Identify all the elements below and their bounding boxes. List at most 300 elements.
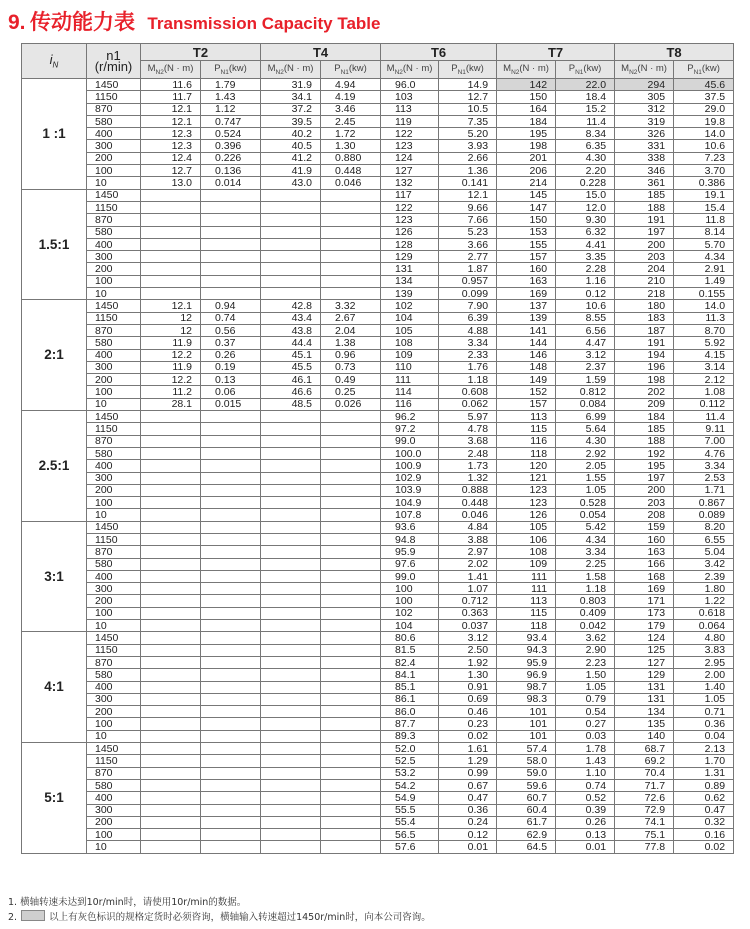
table-row (22, 718, 734, 730)
value-cell (201, 226, 261, 238)
value-cell: 0.49 (321, 374, 381, 386)
value-cell: 2.25 (556, 558, 615, 570)
value-cell: 108 (381, 337, 439, 349)
value-cell (201, 411, 261, 423)
value-cell: 48.5 (261, 398, 321, 410)
value-cell: 202 (615, 386, 674, 398)
value-cell (321, 595, 381, 607)
value-cell: 1.70 (674, 755, 734, 767)
value-cell: 0.042 (556, 620, 615, 632)
speed-cell: 1150 (87, 533, 141, 545)
table-row (22, 595, 734, 607)
value-cell: 7.90 (439, 300, 497, 312)
value-cell: 74.1 (615, 816, 674, 828)
value-cell (321, 472, 381, 484)
speed-cell: 10 (87, 620, 141, 632)
value-cell (321, 620, 381, 632)
value-cell: 59.6 (497, 779, 556, 791)
value-cell: 4.88 (439, 324, 497, 336)
speed-cell: 400 (87, 792, 141, 804)
value-cell: 86.0 (381, 706, 439, 718)
value-cell: 2.39 (674, 570, 734, 582)
title-english: Transmission Capacity Table (147, 14, 381, 33)
value-cell: 54.9 (381, 792, 439, 804)
table-row (22, 386, 734, 398)
value-cell: 185 (615, 423, 674, 435)
value-cell: 1.32 (439, 472, 497, 484)
table-row (22, 103, 734, 115)
value-cell: 5.04 (674, 546, 734, 558)
value-cell: 8.20 (674, 521, 734, 533)
table-row (22, 743, 734, 755)
table-row (22, 140, 734, 152)
value-cell: 1.59 (556, 374, 615, 386)
value-cell: 101 (497, 730, 556, 742)
value-cell: 11.4 (556, 115, 615, 127)
value-cell (141, 546, 201, 558)
speed-cell: 1450 (87, 411, 141, 423)
value-cell (321, 841, 381, 853)
value-cell: 3.46 (321, 103, 381, 115)
value-cell: 2.33 (439, 349, 497, 361)
value-cell: 111 (497, 570, 556, 582)
table-row (22, 165, 734, 177)
value-cell (261, 238, 321, 250)
value-cell: 1.43 (556, 755, 615, 767)
value-cell: 1.43 (201, 91, 261, 103)
value-cell: 60.7 (497, 792, 556, 804)
speed-cell: 870 (87, 324, 141, 336)
value-cell: 101 (497, 706, 556, 718)
table-row (22, 201, 734, 213)
speed-cell: 580 (87, 558, 141, 570)
value-cell: 0.046 (321, 177, 381, 189)
ratio-cell: 1.5:1 (22, 189, 87, 300)
speed-cell: 870 (87, 103, 141, 115)
value-cell (321, 497, 381, 509)
table-row (22, 447, 734, 459)
value-cell: 12.1 (141, 300, 201, 312)
value-cell (261, 656, 321, 668)
speed-cell: 400 (87, 349, 141, 361)
value-cell: 5.70 (674, 238, 734, 250)
subheader-t8-torque: $M_{N2}(N \cdot m)$ (615, 61, 674, 79)
value-cell: 129 (615, 669, 674, 681)
value-cell: 0.37 (201, 337, 261, 349)
value-cell: 5.42 (556, 521, 615, 533)
value-cell (141, 411, 201, 423)
value-cell: 56.5 (381, 829, 439, 841)
subheader-t6-torque: $M_{N2}(N \cdot m)$ (381, 61, 439, 79)
value-cell: 147 (497, 201, 556, 213)
value-cell: 145 (497, 189, 556, 201)
value-cell (321, 460, 381, 472)
value-cell: 0.62 (674, 792, 734, 804)
value-cell: 135 (615, 718, 674, 730)
value-cell: 188 (615, 435, 674, 447)
value-cell (141, 497, 201, 509)
value-cell: 2.77 (439, 251, 497, 263)
value-cell: 0.47 (439, 792, 497, 804)
value-cell: 122 (381, 128, 439, 140)
footnotes (8, 896, 431, 925)
value-cell (201, 521, 261, 533)
value-cell: 157 (497, 398, 556, 410)
group-header-t8: T8 (615, 44, 734, 61)
value-cell (201, 693, 261, 705)
value-cell: 11.4 (674, 411, 734, 423)
value-cell: 192 (615, 447, 674, 459)
value-cell (261, 669, 321, 681)
value-cell: 11.2 (141, 386, 201, 398)
value-cell: 11.9 (141, 337, 201, 349)
value-cell: 131 (615, 681, 674, 693)
value-cell (261, 189, 321, 201)
value-cell: 201 (497, 152, 556, 164)
value-cell: 197 (615, 472, 674, 484)
value-cell (141, 189, 201, 201)
value-cell: 137 (497, 300, 556, 312)
value-cell: 131 (615, 693, 674, 705)
speed-cell: 200 (87, 706, 141, 718)
value-cell: 180 (615, 300, 674, 312)
grey-swatch-icon (21, 910, 45, 921)
value-cell: 3.35 (556, 251, 615, 263)
value-cell: 1.58 (556, 570, 615, 582)
table-row (22, 177, 734, 189)
value-cell: 4.78 (439, 423, 497, 435)
value-cell (201, 767, 261, 779)
value-cell (141, 829, 201, 841)
speed-cell: 300 (87, 804, 141, 816)
value-cell: 124 (615, 632, 674, 644)
value-cell: 97.2 (381, 423, 439, 435)
table-row (22, 533, 734, 545)
value-cell (141, 644, 201, 656)
value-cell: 6.56 (556, 324, 615, 336)
value-cell: 98.7 (497, 681, 556, 693)
value-cell: 4.76 (674, 447, 734, 459)
value-cell: 2.48 (439, 447, 497, 459)
value-cell: 0.112 (674, 398, 734, 410)
value-cell: 125 (615, 644, 674, 656)
table-row (22, 238, 734, 250)
value-cell (321, 214, 381, 226)
value-cell: 41.2 (261, 152, 321, 164)
value-cell: 163 (497, 275, 556, 287)
value-cell: 12.7 (141, 165, 201, 177)
value-cell: 164 (497, 103, 556, 115)
value-cell (201, 632, 261, 644)
value-cell: 12.3 (141, 140, 201, 152)
table-row (22, 546, 734, 558)
value-cell: 3.34 (674, 460, 734, 472)
value-cell: 70.4 (615, 767, 674, 779)
value-cell (321, 816, 381, 828)
table-row (22, 484, 734, 496)
value-cell: 2.95 (674, 656, 734, 668)
value-cell (141, 533, 201, 545)
value-cell: 106 (497, 533, 556, 545)
value-cell (201, 570, 261, 582)
value-cell: 185 (615, 189, 674, 201)
speed-cell: 400 (87, 128, 141, 140)
value-cell: 203 (615, 497, 674, 509)
value-cell: 3.66 (439, 238, 497, 250)
value-cell: 157 (497, 251, 556, 263)
speed-cell: 10 (87, 288, 141, 300)
value-cell: 0.89 (674, 779, 734, 791)
value-cell: 0.155 (674, 288, 734, 300)
value-cell: 0.608 (439, 386, 497, 398)
value-cell (321, 521, 381, 533)
value-cell (321, 558, 381, 570)
value-cell: 57.4 (497, 743, 556, 755)
value-cell: 3.42 (674, 558, 734, 570)
value-cell: 1.05 (674, 693, 734, 705)
value-cell: 6.39 (439, 312, 497, 324)
value-cell: 45.5 (261, 361, 321, 373)
value-cell: 0.226 (201, 152, 261, 164)
value-cell (321, 411, 381, 423)
value-cell: 305 (615, 91, 674, 103)
value-cell: 22.0 (556, 79, 615, 91)
value-cell: 0.386 (674, 177, 734, 189)
value-cell: 139 (381, 288, 439, 300)
value-cell: 312 (615, 103, 674, 115)
value-cell: 4.15 (674, 349, 734, 361)
value-cell: 4.84 (439, 521, 497, 533)
value-cell: 12.3 (141, 128, 201, 140)
value-cell: 52.0 (381, 743, 439, 755)
value-cell: 0.94 (201, 300, 261, 312)
value-cell: 104.9 (381, 497, 439, 509)
speed-cell: 100 (87, 829, 141, 841)
speed-cell: 870 (87, 546, 141, 558)
value-cell: 1.73 (439, 460, 497, 472)
value-cell (141, 693, 201, 705)
value-cell: 68.7 (615, 743, 674, 755)
value-cell: 10.5 (439, 103, 497, 115)
value-cell (261, 595, 321, 607)
value-cell (261, 275, 321, 287)
value-cell (201, 447, 261, 459)
value-cell: 0.957 (439, 275, 497, 287)
value-cell: 0.74 (201, 312, 261, 324)
value-cell: 96.2 (381, 411, 439, 423)
value-cell: 0.812 (556, 386, 615, 398)
value-cell: 6.32 (556, 226, 615, 238)
table-row (22, 669, 734, 681)
value-cell: 107.8 (381, 509, 439, 521)
value-cell: 124 (381, 152, 439, 164)
speed-cell: 300 (87, 583, 141, 595)
value-cell: 319 (615, 115, 674, 127)
value-cell: 140 (615, 730, 674, 742)
table-row (22, 79, 734, 91)
value-cell: 102.9 (381, 472, 439, 484)
value-cell (321, 607, 381, 619)
value-cell: 100 (381, 595, 439, 607)
value-cell: 0.015 (201, 398, 261, 410)
speed-cell: 200 (87, 816, 141, 828)
value-cell: 194 (615, 349, 674, 361)
value-cell: 18.4 (556, 91, 615, 103)
value-cell: 0.01 (556, 841, 615, 853)
speed-column-header: n1 (r/min) (87, 44, 141, 79)
value-cell: 37.2 (261, 103, 321, 115)
speed-cell: 1150 (87, 644, 141, 656)
value-cell: 108 (497, 546, 556, 558)
value-cell (321, 829, 381, 841)
table-row (22, 656, 734, 668)
value-cell: 2.02 (439, 558, 497, 570)
value-cell: 0.037 (439, 620, 497, 632)
value-cell: 46.6 (261, 386, 321, 398)
value-cell (321, 570, 381, 582)
value-cell: 0.02 (674, 841, 734, 853)
table-row (22, 816, 734, 828)
speed-cell: 300 (87, 693, 141, 705)
subheader-t6-power: $P_{N1}(kw)$ (439, 61, 497, 79)
value-cell: 105 (381, 324, 439, 336)
value-cell: 3.12 (556, 349, 615, 361)
value-cell (201, 669, 261, 681)
value-cell: 0.409 (556, 607, 615, 619)
value-cell: 1.61 (439, 743, 497, 755)
value-cell: 116 (497, 435, 556, 447)
value-cell: 114 (381, 386, 439, 398)
value-cell (261, 583, 321, 595)
value-cell (141, 595, 201, 607)
value-cell: 127 (615, 656, 674, 668)
value-cell: 2.05 (556, 460, 615, 472)
value-cell (141, 435, 201, 447)
value-cell: 1.38 (321, 337, 381, 349)
value-cell (261, 447, 321, 459)
value-cell (261, 755, 321, 767)
value-cell (261, 767, 321, 779)
value-cell: 1.40 (674, 681, 734, 693)
title-chinese: 传动能力表 (29, 10, 135, 34)
value-cell: 134 (381, 275, 439, 287)
value-cell: 0.24 (439, 816, 497, 828)
value-cell: 104 (381, 312, 439, 324)
value-cell: 0.089 (674, 509, 734, 521)
value-cell: 2.37 (556, 361, 615, 373)
value-cell: 15.2 (556, 103, 615, 115)
value-cell: 148 (497, 361, 556, 373)
value-cell: 105 (497, 521, 556, 533)
value-cell: 1.72 (321, 128, 381, 140)
value-cell: 100 (381, 583, 439, 595)
table-row (22, 792, 734, 804)
value-cell: 14.0 (674, 128, 734, 140)
value-cell: 2.12 (674, 374, 734, 386)
value-cell: 1.76 (439, 361, 497, 373)
value-cell: 109 (497, 558, 556, 570)
speed-cell: 200 (87, 595, 141, 607)
value-cell: 195 (497, 128, 556, 140)
value-cell: 0.36 (439, 804, 497, 816)
value-cell (261, 484, 321, 496)
ratio-cell: 1 :1 (22, 79, 87, 190)
value-cell (321, 263, 381, 275)
value-cell: 0.064 (674, 620, 734, 632)
speed-cell: 400 (87, 238, 141, 250)
value-cell: 119 (381, 115, 439, 127)
table-row (22, 337, 734, 349)
table-row (22, 91, 734, 103)
value-cell: 153 (497, 226, 556, 238)
value-cell: 0.054 (556, 509, 615, 521)
value-cell: 3.88 (439, 533, 497, 545)
value-cell (261, 214, 321, 226)
value-cell: 75.1 (615, 829, 674, 841)
value-cell: 1.49 (674, 275, 734, 287)
table-row (22, 644, 734, 656)
value-cell: 0.528 (556, 497, 615, 509)
value-cell: 77.8 (615, 841, 674, 853)
value-cell: 10.6 (674, 140, 734, 152)
value-cell (141, 669, 201, 681)
value-cell: 37.5 (674, 91, 734, 103)
value-cell: 28.1 (141, 398, 201, 410)
value-cell: 160 (615, 533, 674, 545)
speed-cell: 1150 (87, 201, 141, 213)
value-cell (321, 238, 381, 250)
value-cell: 0.69 (439, 693, 497, 705)
value-cell: 1.78 (556, 743, 615, 755)
value-cell: 11.6 (141, 79, 201, 91)
value-cell (321, 743, 381, 755)
value-cell: 0.867 (674, 497, 734, 509)
value-cell: 197 (615, 226, 674, 238)
value-cell: 64.5 (497, 841, 556, 853)
value-cell: 0.32 (674, 816, 734, 828)
value-cell: 1.10 (556, 767, 615, 779)
table-row (22, 152, 734, 164)
group-header-t7: T7 (497, 44, 615, 61)
value-cell: 149 (497, 374, 556, 386)
value-cell: 184 (615, 411, 674, 423)
value-cell: 8.70 (674, 324, 734, 336)
value-cell: 0.74 (556, 779, 615, 791)
value-cell (321, 804, 381, 816)
speed-cell: 100 (87, 165, 141, 177)
speed-cell: 200 (87, 374, 141, 386)
value-cell (141, 275, 201, 287)
value-cell (321, 509, 381, 521)
value-cell: 93.4 (497, 632, 556, 644)
value-cell: 0.803 (556, 595, 615, 607)
value-cell: 152 (497, 386, 556, 398)
value-cell: 196 (615, 361, 674, 373)
value-cell (261, 632, 321, 644)
value-cell: 3.68 (439, 435, 497, 447)
value-cell: 113 (497, 411, 556, 423)
value-cell (141, 226, 201, 238)
value-cell: 0.136 (201, 165, 261, 177)
speed-cell: 400 (87, 460, 141, 472)
value-cell: 144 (497, 337, 556, 349)
value-cell: 1.50 (556, 669, 615, 681)
value-cell: 93.6 (381, 521, 439, 533)
value-cell: 117 (381, 189, 439, 201)
value-cell: 0.16 (674, 829, 734, 841)
table-row (22, 620, 734, 632)
value-cell: 184 (497, 115, 556, 127)
